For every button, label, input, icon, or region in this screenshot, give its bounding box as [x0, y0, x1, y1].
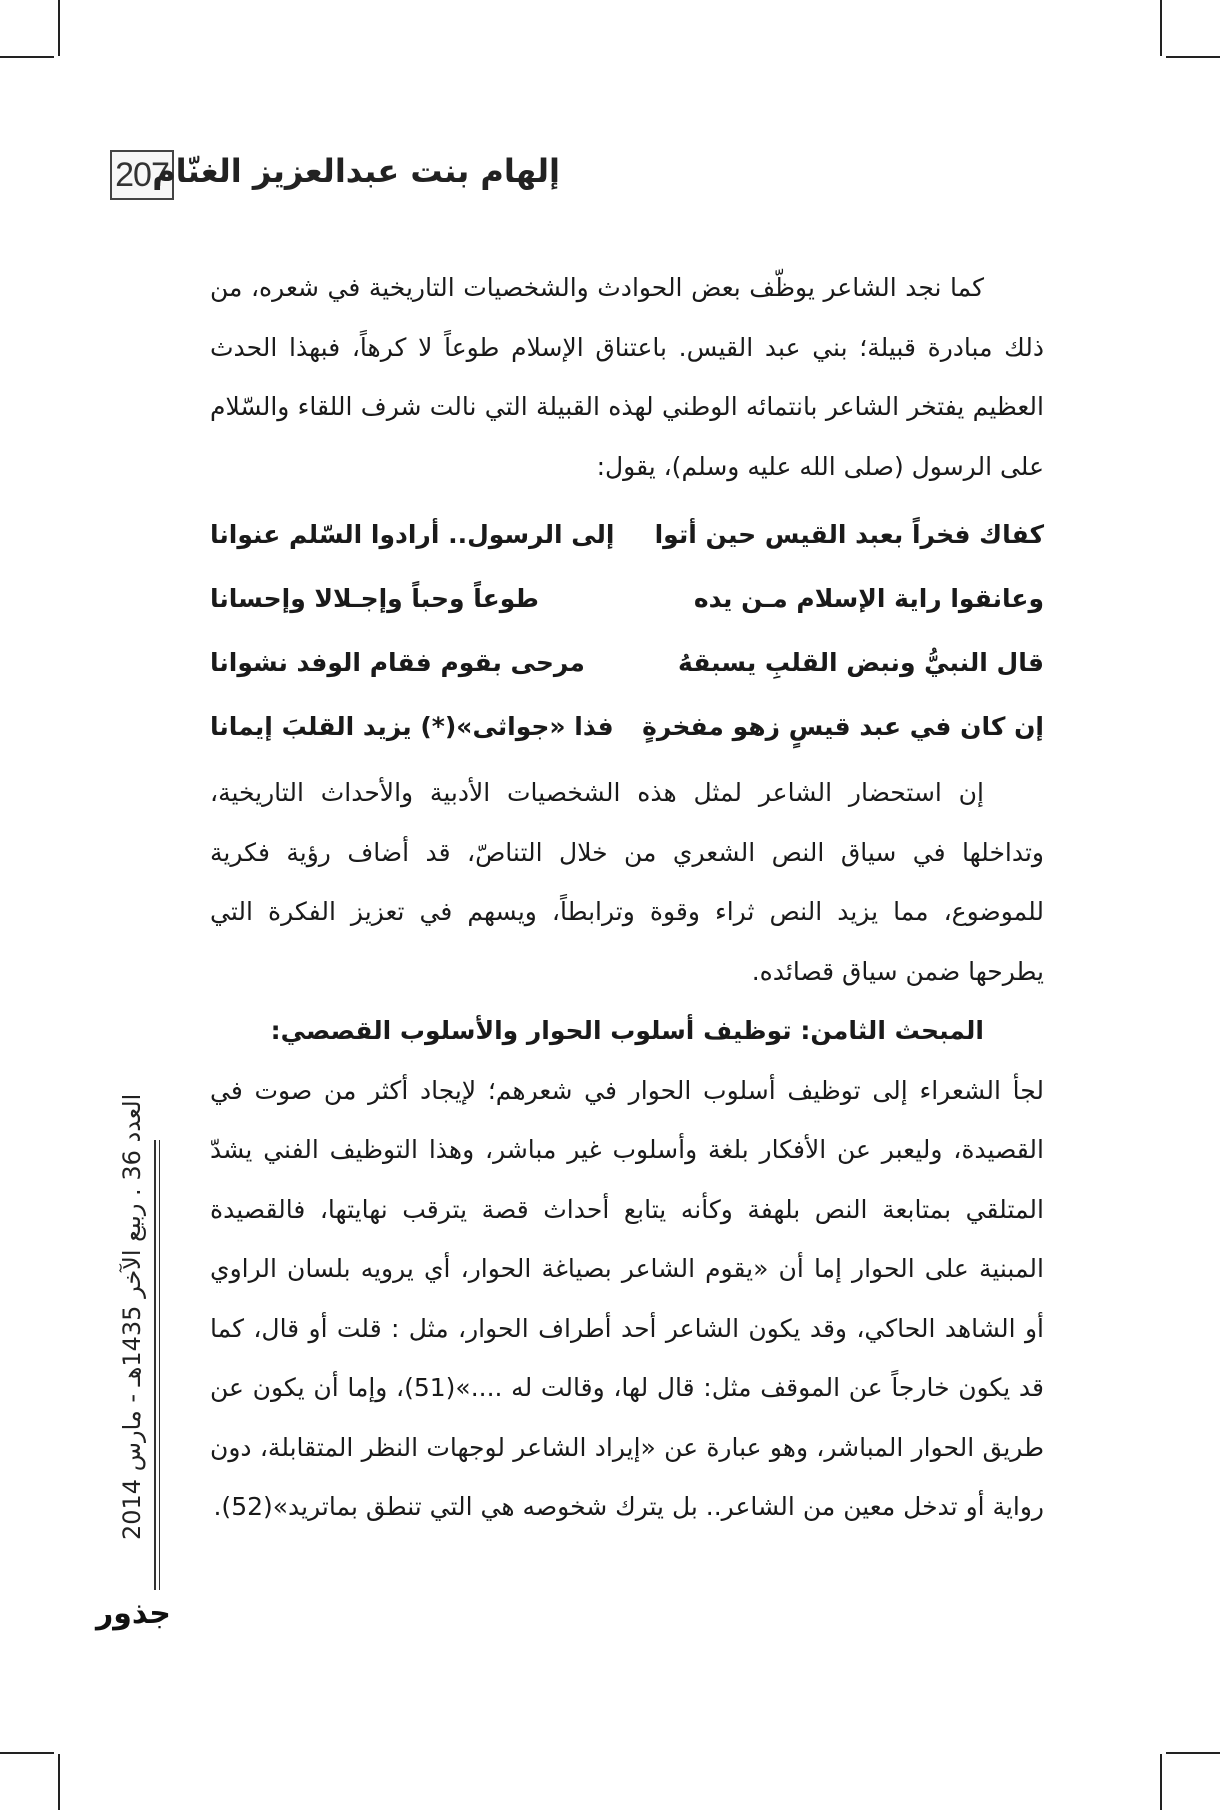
verse-first-hemistich: قال النبيُّ ونبض القلبِ يسبقهُ: [678, 648, 1044, 677]
paragraph: لجأ الشعراء إلى توظيف أسلوب الحوار في شعرهم؛ لإيجاد أكثر من صوت في القصيدة، وليعبر عن الأفكار بلغة وأسلوب غير مباشر، وهذا التوظيف الفني يشدّ المتلقي بمتابعة النص بلهفة وكأنه يتابع أحداث قصة يترقب نهايتها، فالقصيدة المبنية على الحوار إما أن «يقوم الشاعر بصياغة الحوار، أي يرويه بلسان الراوي أو الشاهد الحاكي، وقد يكون الشاعر أحد أطراف الحوار، مثل : قلت أو قال، كما قد يكون خارجاً عن الموقف مثل: قال لها، وقالت له ....»(51)، وإما أن يكون عن طريق الحوار المباشر، وهو عبارة عن «إيراد الشاعر لوجهات النظر المتقابلة، دون رواية أو تدخل معين من الشاعر.. بل يترك شخوصه هي التي تنطق بماتريد»(52).: [210, 1075, 1044, 1521]
verse-first-hemistich: كفاك فخراً بعبد القيس حين أتوا: [654, 520, 1044, 549]
paragraph: إن استحضار الشاعر لمثل هذه الشخصيات الأدبية والأحداث التاريخية، وتداخلها في سياق النص الشعري من خلال التناصّ، قد أضاف رؤية فكرية للموضوع، مما يزيد النص ثراء وقوة وترابطاً، ويسهم في تعزيز الفكرة التي يطرحها ضمن سياق قصائده.: [210, 778, 1044, 986]
verse-second-hemistich: طوعاً وحباً وإجـلالا وإحسانا: [210, 584, 539, 613]
crop-mark: [1160, 1754, 1162, 1810]
crop-mark: [1160, 0, 1162, 56]
verse-second-hemistich: مرحى بقوم فقام الوفد نشوانا: [210, 648, 585, 677]
crop-mark: [0, 56, 54, 58]
verse-second-hemistich: فذا «جواثى»(*) يزيد القلبَ إيمانا: [210, 712, 614, 741]
poem-verse: [210, 503, 1044, 567]
crop-mark: [58, 0, 60, 56]
poem-verse: [210, 695, 1044, 759]
author-running-head: إلهام بنت عبدالعزيز الغنّام: [152, 152, 560, 190]
section-heading: المبحث الثامن: توظيف أسلوب الحوار والأسلوب القصصي:: [270, 1016, 984, 1045]
poem-verse: [210, 631, 1044, 695]
journal-logo: جذور: [96, 1596, 171, 1631]
paragraph: كما نجد الشاعر يوظّف بعض الحوادث والشخصيات التاريخية في شعره، من ذلك مبادرة قبيلة؛ بني عبد القيس. باعتناق الإسلام طوعاً لا كرهاً، فبهذا الحدث العظيم يفتخر الشاعر بانتمائه الوطني لهذه القبيلة التي نالت شرف اللقاء والسّلام على الرسول (صلى الله عليه وسلم)، يقول:: [210, 273, 1044, 481]
crop-mark: [58, 1754, 60, 1810]
poem: [210, 503, 1044, 759]
issue-info: العدد 36 . ربيع الآخر 1435هـ - مارس 2014: [118, 1093, 146, 1540]
verse-first-hemistich: إن كان في عبد قيسٍ زهو مفخرةٍ: [642, 712, 1044, 741]
crop-mark: [1166, 56, 1220, 58]
crop-mark: [1166, 1752, 1220, 1754]
poem-verse: [210, 567, 1044, 631]
crop-mark: [0, 1752, 54, 1754]
verse-first-hemistich: وعانقوا راية الإسلام مـن يده: [693, 584, 1044, 613]
sidebar-rule: [154, 1140, 156, 1590]
page-number: 207: [110, 150, 174, 200]
sidebar-rule: [159, 1140, 160, 1590]
verse-second-hemistich: إلى الرسول.. أرادوا السّلم عنوانا: [210, 520, 615, 549]
article-body: [210, 258, 1044, 1537]
